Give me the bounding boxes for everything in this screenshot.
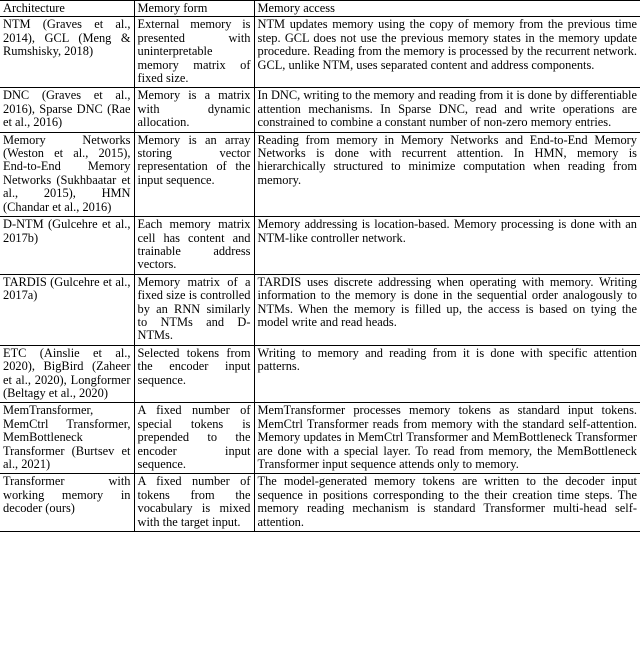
- table-row: [0, 274, 640, 345]
- cell-memory-form: Memory is a matrix with dynamic allocation.: [134, 88, 254, 132]
- cell-memory-form: Memory is an array storing vector representation of the input sequence.: [134, 132, 254, 216]
- cell-architecture: Transformer with working memory in decoder (ours): [0, 474, 134, 532]
- cell-memory-form: A fixed number of special tokens is prepended to the encoder input sequence.: [134, 403, 254, 474]
- table-row: [0, 132, 640, 216]
- cell-architecture: ETC (Ainslie et al., 2020), BigBird (Zaheer et al., 2020), Longformer (Beltagy et al., 2020): [0, 345, 134, 403]
- cell-memory-access: The model-generated memory tokens are written to the decoder input sequence in positions corresponding to the their creation time steps. The memory reading mechanism is standard Transformer multi-head self-attention.: [254, 474, 640, 532]
- header-architecture: Architecture: [0, 1, 134, 17]
- cell-memory-form: External memory is presented with uninterpretable memory matrix of fixed size.: [134, 17, 254, 88]
- table-row: [0, 403, 640, 474]
- cell-memory-access: MemTransformer processes memory tokens as standard input tokens. MemCtrl Transformer reads from memory with the standard self-attention. Memory updates in MemCtrl Transformer and MemBottleneck Transformer are done with a special layer. To read from memory, the MemBottleneck Transformer input sequence attends only to memory.: [254, 403, 640, 474]
- cell-memory-access: In DNC, writing to the memory and reading from it is done by differentiable attention mechanisms. In Sparse DNC, read and write operations are constrained to combine a constant number of non-zero memory entries.: [254, 88, 640, 132]
- cell-memory-access: TARDIS uses discrete addressing when operating with memory. Writing information to the memory is done in the sequential order analogously to NTMs. When the memory is filled up, the access is based on tying the model write and read heads.: [254, 274, 640, 345]
- cell-architecture: DNC (Graves et al., 2016), Sparse DNC (Rae et al., 2016): [0, 88, 134, 132]
- table-row: [0, 474, 640, 532]
- table-row: [0, 88, 640, 132]
- header-row: [0, 1, 640, 17]
- cell-memory-form: Each memory matrix cell has content and trainable address vectors.: [134, 217, 254, 275]
- cell-memory-form: A fixed number of tokens from the vocabulary is mixed with the target input.: [134, 474, 254, 532]
- cell-architecture: MemTransformer, MemCtrl Transformer, MemBottleneck Transformer (Burtsev et al., 2021): [0, 403, 134, 474]
- table-row: [0, 17, 640, 88]
- cell-architecture: TARDIS (Gulcehre et al., 2017a): [0, 274, 134, 345]
- cell-memory-access: Reading from memory in Memory Networks and End-to-End Memory Networks is done with recurrent attention. In HMN, memory is hierarchically structured to minimize computation when reading from memory.: [254, 132, 640, 216]
- header-memory-access: Memory access: [254, 1, 640, 17]
- cell-architecture: Memory Networks (Weston et al., 2015), End-to-End Memory Networks (Sukhbaatar et al., 2015), HMN (Chandar et al., 2016): [0, 132, 134, 216]
- cell-memory-form: Selected tokens from the encoder input sequence.: [134, 345, 254, 403]
- cell-memory-access: Memory addressing is location-based. Memory processing is done with an NTM-like controller network.: [254, 217, 640, 275]
- table-row: [0, 217, 640, 275]
- cell-architecture: D-NTM (Gulcehre et al., 2017b): [0, 217, 134, 275]
- table-row: [0, 345, 640, 403]
- header-memory-form: Memory form: [134, 1, 254, 17]
- cell-memory-access: Writing to memory and reading from it is done with specific attention patterns.: [254, 345, 640, 403]
- cell-architecture: NTM (Graves et al., 2014), GCL (Meng & Rumshisky, 2018): [0, 17, 134, 88]
- cell-memory-access: NTM updates memory using the copy of memory from the previous time step. GCL does not use the previous memory states in the memory update procedure. Reading from the memory is processed by the recurrent network. GCL, unlike NTM, uses separated content and address components.: [254, 17, 640, 88]
- cell-memory-form: Memory matrix of a fixed size is controlled by an RNN similarly to NTMs and D-NTMs.: [134, 274, 254, 345]
